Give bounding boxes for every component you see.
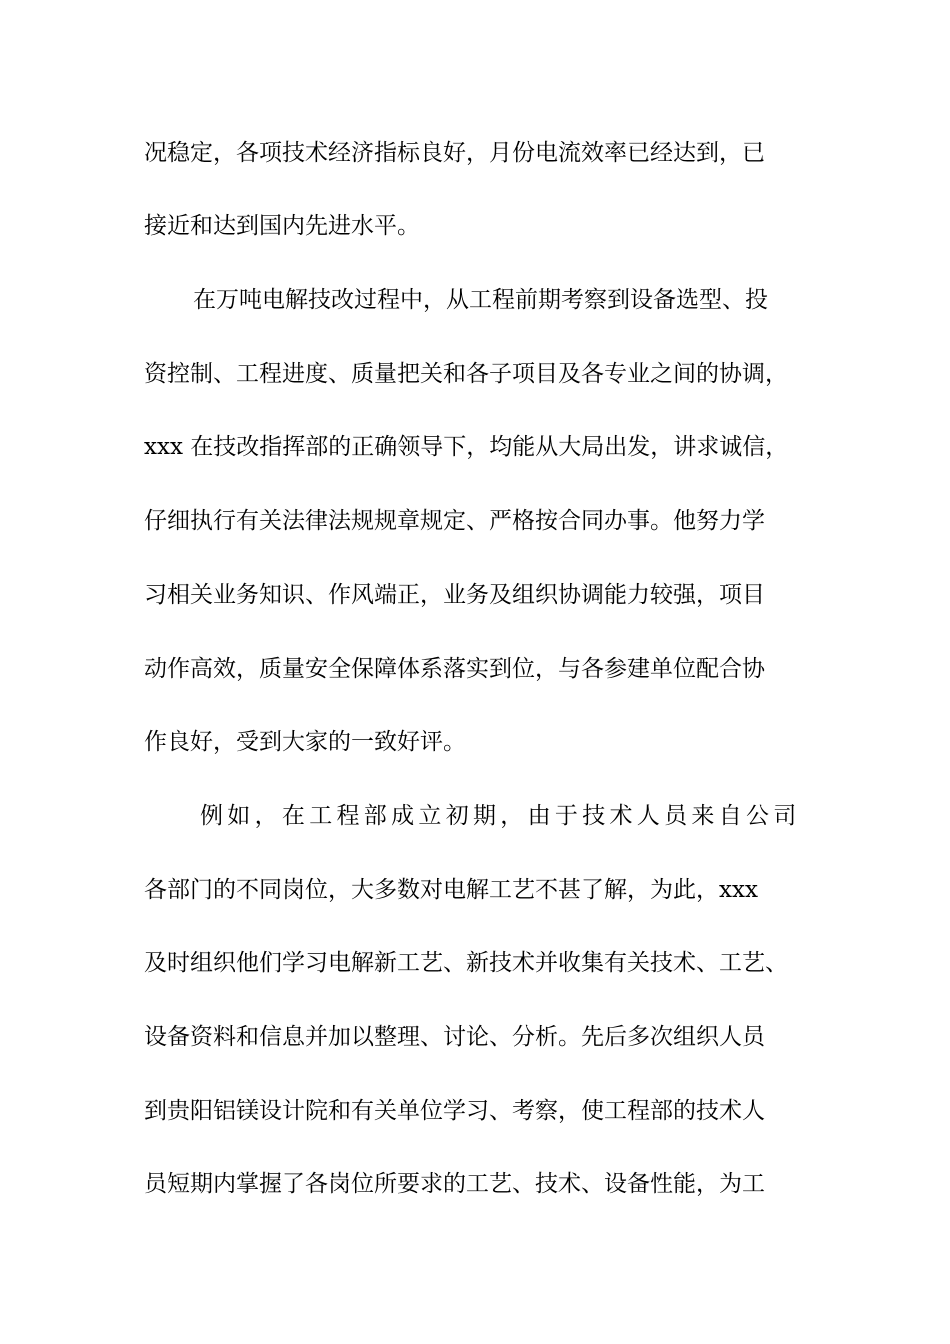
text-line: 动作高效，质量安全保障体系落实到位，与各参建单位配合协: [144, 656, 765, 682]
text-line: 各部门的不同岗位，大多数对电解工艺不甚了解，为此，xxx: [144, 877, 758, 903]
text-line: 作良好，受到大家的一致好评。: [144, 729, 466, 755]
text-line: 到贵阳铝镁设计院和有关单位学习、考察，使工程部的技术人: [144, 1098, 765, 1124]
text-line: 设备资料和信息并加以整理、讨论、分析。先后多次组织人员: [144, 1024, 765, 1050]
text-line: 接近和达到国内先进水平。: [144, 213, 420, 239]
paragraph-start-line: 例如，在工程部成立初期，由于技术人员来自公司: [200, 803, 801, 829]
text-line: 仔细执行有关法律法规规章规定、严格按合同办事。他努力学: [144, 508, 765, 534]
text-line: 资控制、工程进度、质量把关和各子项目及各专业之间的协调，: [144, 361, 788, 387]
text-line: 及时组织他们学习电解新工艺、新技术并收集有关技术、工艺、: [144, 950, 788, 976]
text-line: 习相关业务知识、作风端正，业务及组织协调能力较强，项目: [144, 582, 765, 608]
text-line: 况稳定，各项技术经济指标良好，月份电流效率已经达到，已: [144, 140, 765, 166]
text-line: xxx 在技改指挥部的正确领导下，均能从大局出发，讲求诚信，: [144, 434, 789, 460]
text-line: 员短期内掌握了各岗位所要求的工艺、技术、设备性能，为工: [144, 1171, 765, 1197]
paragraph-start-line: 在万吨电解技改过程中，从工程前期考察到设备选型、投: [193, 287, 768, 313]
